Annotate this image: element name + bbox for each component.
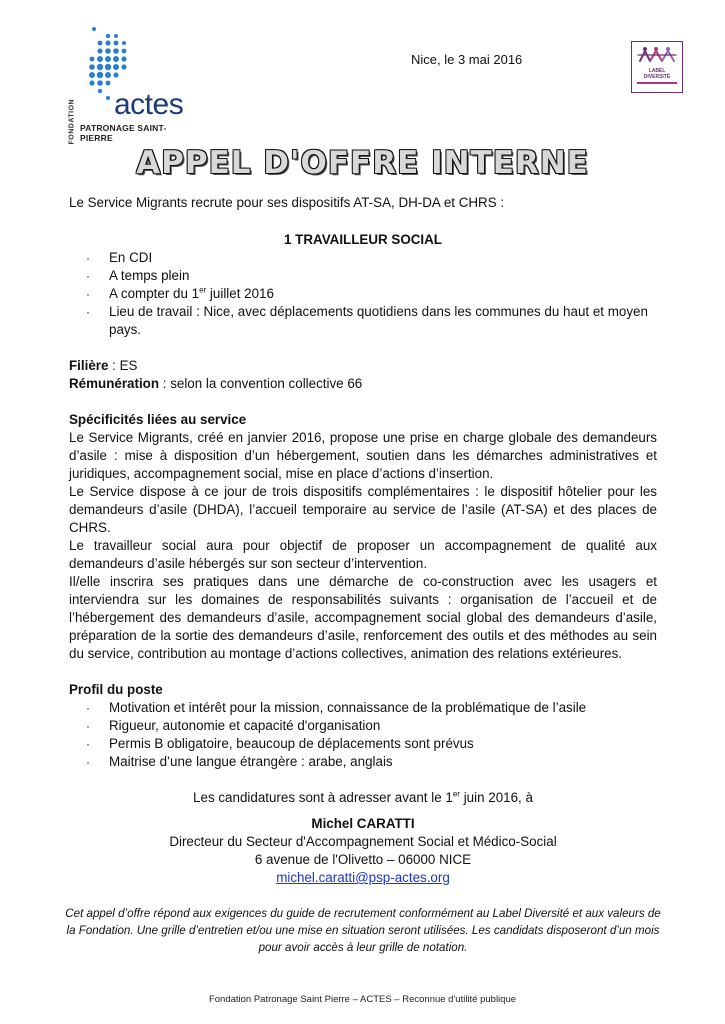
badge-label-line2: DIVERSITÉ bbox=[643, 74, 671, 80]
bullet-icon: · bbox=[86, 719, 90, 733]
page-title: APPEL D'OFFRE INTERNE bbox=[136, 145, 589, 181]
filiere-line: Filière : ES bbox=[69, 358, 138, 373]
specificites-paragraph-3: Le travailleur social aura pour objectif de proposer un accompagnement de qualité aux demandeurs d’asile hébergés sur son secteur d’intervention. bbox=[69, 538, 657, 571]
list-item: · Maitrise d’une langue étrangère : arabe, anglais bbox=[86, 754, 393, 769]
bullet-icon: · bbox=[86, 755, 90, 769]
list-item: · Permis B obligatoire, beaucoup de déplacements sont prévus bbox=[86, 736, 474, 751]
contact-name: Michel CARATTI bbox=[311, 816, 415, 831]
document-body bbox=[65, 194, 661, 956]
diversity-note: Cet appel d’offre répond aux exigences du guide de recrutement conformément au Label Diversité et aux valeurs de la Fondation. Une grille d’entretien et/ou une mise en situation seront utilisées. Les candidats disposeront d’un mois pour avoir accès à leur grille de notation. bbox=[65, 907, 661, 954]
bullet-icon: · bbox=[86, 737, 90, 751]
specificites-paragraph-4: Il/elle inscrira ses pratiques dans une démarche de co-construction avec les usagers et interviendra sur les domaines de responsabilités suivants : organisation de l’accueil et de l’hébergement des demandeurs d’asile, accompagnement social global des demandeurs d’asile, préparation de la sortie des demandeurs d’asile, renforcement des outils et des méthodes au sein du service, contribution au montage d’actions collectives, animation des relations extérieures. bbox=[69, 574, 657, 661]
contact-address: 6 avenue de l'Olivetto – 06000 NICE bbox=[254, 852, 472, 867]
profil-heading: Profil du poste bbox=[69, 682, 163, 697]
logo-fondation-text: FONDATION bbox=[68, 98, 76, 145]
page-footer: Fondation Patronage Saint Pierre – ACTES – Reconnue d'utilité publique bbox=[208, 994, 517, 1005]
bullet-icon: · bbox=[86, 701, 90, 715]
conditions-list bbox=[69, 249, 657, 339]
profil-list bbox=[69, 699, 657, 771]
label-diversite-badge bbox=[631, 41, 683, 93]
list-item: · Rigueur, autonomie et capacité d'organisation bbox=[86, 718, 381, 733]
intro-text: Le Service Migrants recrute pour ses dispositifs AT-SA, DH-DA et CHRS : bbox=[69, 195, 505, 210]
bullet-icon: · bbox=[86, 251, 90, 265]
candidatures-line: Les candidatures sont à adresser avant le 1er juin 2016, à bbox=[193, 789, 533, 805]
contact-email-link[interactable]: michel.caratti@psp-actes.org bbox=[276, 870, 450, 885]
specificites-paragraph-2: Le Service dispose à ce jour de trois dispositifs complémentaires : le dispositif hôtelier pour les demandeurs d’asile (DHDA), l’accueil temporaire au service de l’asile (AT-SA) et des places de CHRS. bbox=[69, 484, 657, 535]
date-line: Nice, le 3 mai 2016 bbox=[411, 52, 523, 67]
list-item: · Motivation et intérêt pour la mission, connaissance de la problématique de l’asile bbox=[86, 700, 587, 715]
specificites-heading: Spécificités liées au service bbox=[69, 412, 247, 427]
specificites-paragraph-1: Le Service Migrants, créé en janvier 2016, propose une prise en charge globale des demandeurs d’asile : mise à disposition d’un hébergement, soutien dans les démarches administratives et juridiques, accompagnement social, mise en place d’actions d’insertion. bbox=[69, 430, 657, 481]
bullet-icon: · bbox=[86, 287, 90, 301]
badge-underline bbox=[637, 82, 677, 84]
list-item: · En CDI bbox=[86, 250, 153, 265]
people-figures-icon bbox=[632, 45, 682, 67]
bullet-icon: · bbox=[86, 269, 90, 283]
actes-logo bbox=[66, 26, 184, 145]
remuneration-line: Rémunération : selon la convention collective 66 bbox=[69, 376, 363, 391]
bullet-icon: · bbox=[86, 305, 90, 319]
position-title: 1 TRAVAILLEUR SOCIAL bbox=[284, 232, 442, 247]
contact-role: Directeur du Secteur d'Accompagnement Social et Médico-Social bbox=[169, 834, 557, 849]
logo-actes-text: actes bbox=[114, 88, 184, 121]
contact-block bbox=[69, 815, 657, 887]
list-item: · Lieu de travail : Nice, avec déplacements quotidiens dans les communes du haut et moyen pays. bbox=[86, 304, 648, 337]
list-item: · A temps plein bbox=[86, 268, 190, 283]
list-item: · A compter du 1er juillet 2016 bbox=[86, 285, 274, 301]
badge-label-line1: LABEL bbox=[648, 68, 666, 74]
logo-patronage-text: PATRONAGE SAINT-PIERRE bbox=[80, 123, 167, 143]
